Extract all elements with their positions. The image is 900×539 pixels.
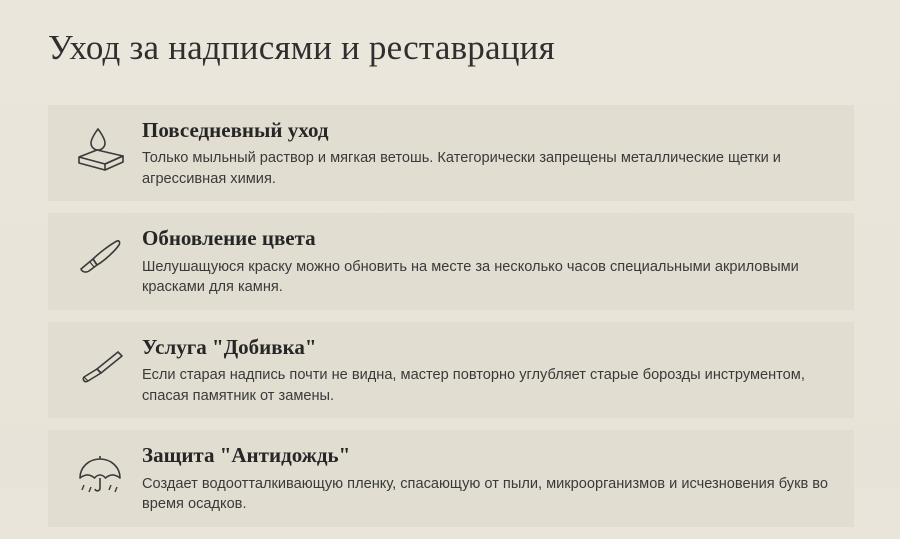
card-description: Шелушащуюся краску можно обновить на месте за несколько часов специальными акриловыми красками для камня. xyxy=(142,258,799,296)
card-title: Защита "Антидождь" xyxy=(142,443,351,468)
list-item xyxy=(48,213,854,309)
card-title: Услуга "Добивка" xyxy=(142,334,317,359)
list-item xyxy=(48,430,854,526)
page-title: Уход за надписями и реставрация xyxy=(48,28,555,67)
list-item xyxy=(48,105,854,201)
card-description: Если старая надпись почти не видна, мастер повторно углубляет старые борозды инструментом, спасая памятник от замены. xyxy=(142,367,805,404)
card-body xyxy=(140,443,840,514)
water-drop-on-stone-icon xyxy=(62,118,140,178)
card-title: Повседневный уход xyxy=(142,118,329,142)
paint-brush-icon xyxy=(62,226,140,286)
care-cards-list xyxy=(48,105,854,539)
chisel-icon xyxy=(62,335,140,395)
card-description: Создает водоотталкивающую пленку, спасающую от пыли, микроорганизмов и исчезновения букв во время осадков. xyxy=(142,475,828,513)
list-item xyxy=(48,322,854,418)
card-body xyxy=(140,226,840,297)
card-title: Обновление цвета xyxy=(142,226,316,251)
umbrella-icon xyxy=(62,443,140,503)
card-description: Только мыльный раствор и мягкая ветошь. Категорически запрещены металлические щетки и агрессивная химия. xyxy=(142,150,781,187)
card-body xyxy=(140,118,840,189)
card-body xyxy=(140,335,840,406)
